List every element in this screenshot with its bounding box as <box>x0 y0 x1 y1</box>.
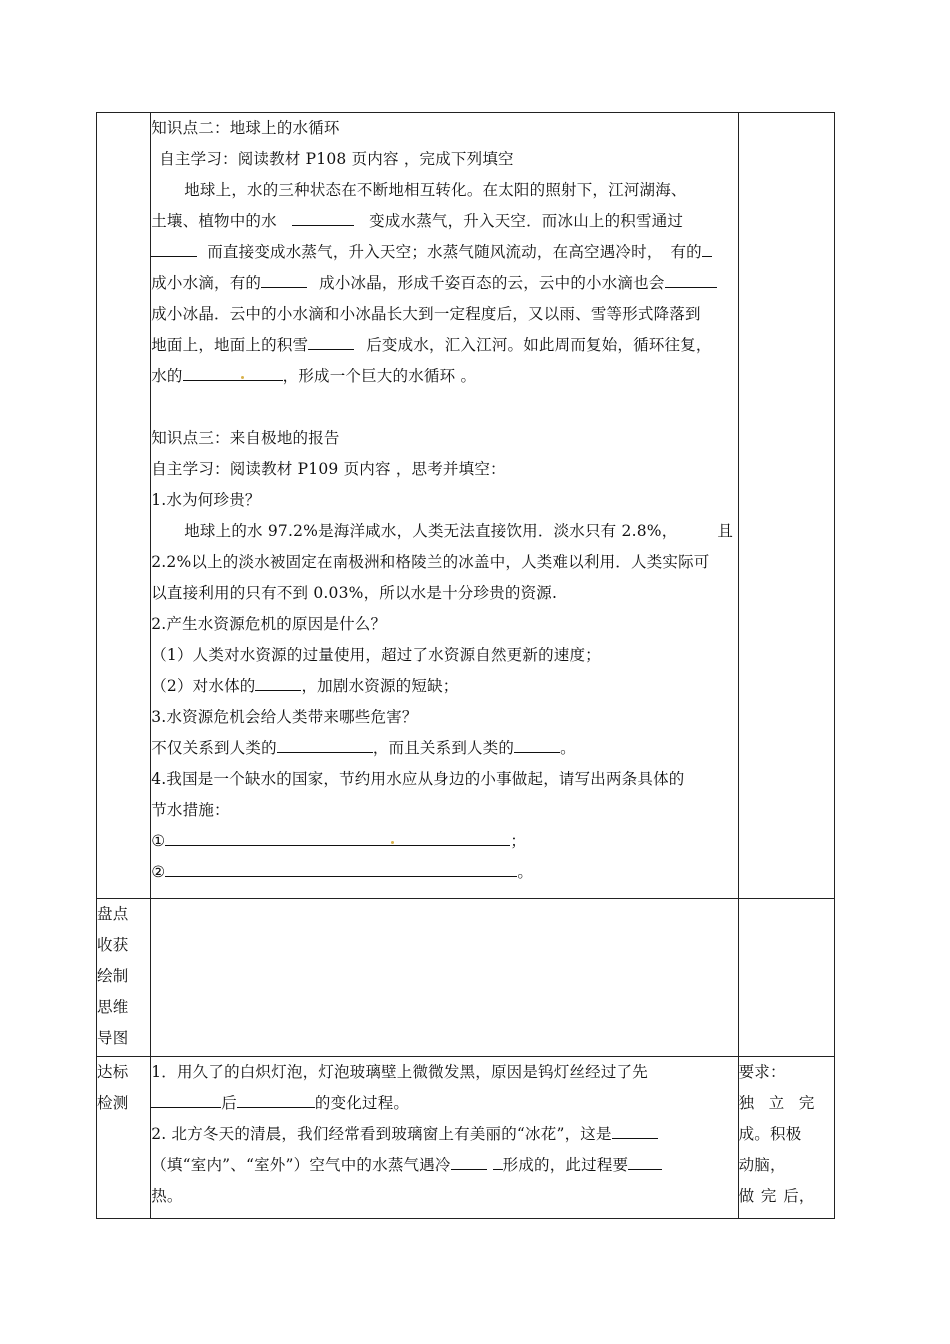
fill-blank[interactable] <box>308 331 354 350</box>
fill-blank[interactable] <box>183 362 283 381</box>
test-question-2-line: 热。 <box>151 1187 183 1205</box>
test-content-cell <box>151 1057 738 1219</box>
text-run: 的变化过程。 <box>314 1094 410 1112</box>
fill-blank[interactable] <box>292 207 354 226</box>
test-question-2 <box>151 1119 737 1150</box>
fill-blank[interactable] <box>702 238 712 257</box>
test-question-2-line <box>151 1150 737 1181</box>
text-run: ① <box>151 832 166 850</box>
fill-blank[interactable] <box>493 1151 503 1170</box>
fill-blank[interactable] <box>261 269 307 288</box>
summary-label-line: 导图 <box>97 1029 129 1047</box>
question-1-line: 以直接利用的只有不到 0.03%，所以水是十分珍贵的资源. <box>151 584 558 602</box>
question-4: 4.我国是一个缺水的国家，节约用水应从身边的小事做起，请写出两条具体的 <box>151 770 685 788</box>
question-2: 2.产生水资源危机的原因是什么？ <box>151 615 387 633</box>
section3-heading: 知识点三：来自极地的报告 <box>151 429 340 447</box>
summary-label-line: 思维 <box>97 998 129 1016</box>
section2-paragraph-line: 成小冰晶．云中的小水滴和小冰晶长大到一定程度后，又以雨、雪等形式降落到 <box>151 305 701 323</box>
measure-1-line <box>151 826 737 857</box>
test-label-line: 检测 <box>97 1094 129 1112</box>
text-run: 且 <box>717 522 734 540</box>
fill-blank[interactable] <box>165 858 517 877</box>
requirements-line: 成。积极 <box>738 1125 802 1143</box>
spacer <box>151 392 737 423</box>
text-run: 2. 北方冬天的清晨，我们经常看到玻璃窗上有美丽的“冰花”，这是 <box>151 1125 612 1143</box>
text-run: 后 <box>221 1094 237 1112</box>
question-4-line: 节水措施： <box>151 801 230 819</box>
summary-label-cell <box>97 899 151 1057</box>
text-run: 土壤、植物中的水 <box>151 212 277 230</box>
text-run: 成小水滴，有的 <box>151 274 262 292</box>
knowledge-label-cell <box>97 113 151 899</box>
fill-blank[interactable] <box>612 1120 658 1139</box>
text-run: 水的 <box>151 367 183 385</box>
test-question-1-line <box>151 1088 737 1119</box>
section2-paragraph-line <box>151 237 737 268</box>
section3-instruction: 自主学习：阅读教材 P109 页内容 ，思考并填空： <box>151 460 506 478</box>
fill-blank[interactable] <box>165 827 510 846</box>
knowledge-content-cell <box>151 113 738 899</box>
speck-mark <box>391 841 394 844</box>
summary-label-line: 绘制 <box>97 967 129 985</box>
fill-blank[interactable] <box>451 1151 487 1170</box>
test-label-line: 达标 <box>97 1063 129 1081</box>
test-label-cell <box>97 1057 151 1219</box>
summary-label-line: 盘点 <box>97 905 129 923</box>
text-run: ，形成一个巨大的水循环 。 <box>282 367 477 385</box>
test-question-1: 1．用久了的白炽灯泡，灯泡玻璃壁上微微发黑，原因是钨灯丝经过了先 <box>151 1063 648 1081</box>
text-run: ，加剧水资源的短缺； <box>301 677 459 695</box>
question-1-line: 2.2%以上的淡水被固定在南极洲和格陵兰的冰盖中，人类难以利用．人类实际可 <box>151 553 710 571</box>
section2-paragraph-line: 地球上，水的三种状态在不断地相互转化。在太阳的照射下，江河湖海、 <box>184 181 687 199</box>
fill-blank[interactable] <box>277 734 373 753</box>
section2-heading: 知识点二：地球上的水循环 <box>151 119 340 137</box>
section2-paragraph-line <box>151 268 737 299</box>
section2-instruction: 自主学习：阅读教材 P108 页内容 ，完成下列填空 <box>159 150 514 168</box>
text-run: 而直接变成水蒸气，升入天空；水蒸气随风流动，在高空遇冷时， 有的 <box>207 243 702 261</box>
summary-label-line: 收获 <box>97 936 129 954</box>
text-run: 完 <box>760 1187 777 1205</box>
text-run: 地球上的水 97.2%是海洋咸水，人类无法直接饮用．淡水只有 2.8%， <box>184 522 678 540</box>
text-run: ； <box>510 832 527 850</box>
question-2-line: （1）人类对水资源的过量使用，超过了水资源自然更新的速度； <box>151 646 601 664</box>
text-run: 。 <box>517 863 534 881</box>
measure-2-line <box>151 857 737 888</box>
summary-row <box>97 899 835 1057</box>
fill-blank[interactable] <box>665 269 717 288</box>
text-run: 形成的，此过程要 <box>502 1156 629 1174</box>
lesson-table <box>96 112 835 1219</box>
question-3: 3.水资源危机会给人类带来哪些危害？ <box>151 708 418 726</box>
text-run: 地面上，地面上的积雪 <box>151 336 309 354</box>
text-run: 变成水蒸气，升入天空．而冰山上的积雪通过 <box>369 212 684 230</box>
requirements-title: 要求： <box>738 1063 786 1081</box>
question-1-line <box>151 516 737 547</box>
text-run: 做 <box>738 1187 755 1205</box>
text-run: 后， <box>783 1187 815 1205</box>
requirements-line <box>739 1181 815 1212</box>
text-run: ② <box>151 863 166 881</box>
text-run: 独 <box>738 1094 755 1112</box>
speck-mark <box>241 376 244 379</box>
fill-blank[interactable] <box>151 1089 221 1108</box>
fill-blank[interactable] <box>628 1151 662 1170</box>
requirements-line <box>739 1088 815 1119</box>
text-run: 完 <box>798 1094 815 1112</box>
knowledge-row <box>97 113 835 899</box>
question-3-line <box>151 733 737 764</box>
summary-content-cell <box>151 899 738 1057</box>
text-run: ，而且关系到人类的 <box>372 739 515 757</box>
fill-blank[interactable] <box>151 238 197 257</box>
section2-paragraph-line <box>151 330 737 361</box>
text-run: （2）对水体的 <box>151 677 256 695</box>
text-run: 成小冰晶，形成千姿百态的云，云中的小水滴也会 <box>319 274 665 292</box>
fill-blank[interactable] <box>255 672 301 691</box>
test-row <box>97 1057 835 1219</box>
text-run: 立 <box>768 1094 785 1112</box>
section2-paragraph-line <box>151 361 737 392</box>
text-run: 不仅关系到人类的 <box>151 739 277 757</box>
text-run: 。 <box>560 739 576 757</box>
requirements-line: 动脑， <box>738 1156 786 1174</box>
text-run: （填“室内”、“室外”）空气中的水蒸气遇冷 <box>151 1156 451 1174</box>
fill-blank[interactable] <box>514 734 560 753</box>
summary-notes-cell <box>738 899 834 1057</box>
requirements-cell <box>738 1057 834 1219</box>
knowledge-notes-cell <box>738 113 834 899</box>
section2-paragraph-line <box>151 206 737 237</box>
question-2-line <box>151 671 737 702</box>
question-1: 1.水为何珍贵？ <box>151 491 261 509</box>
fill-blank[interactable] <box>237 1089 315 1108</box>
text-run: 后变成水，汇入江河。如此周而复始，循环往复， <box>366 336 712 354</box>
